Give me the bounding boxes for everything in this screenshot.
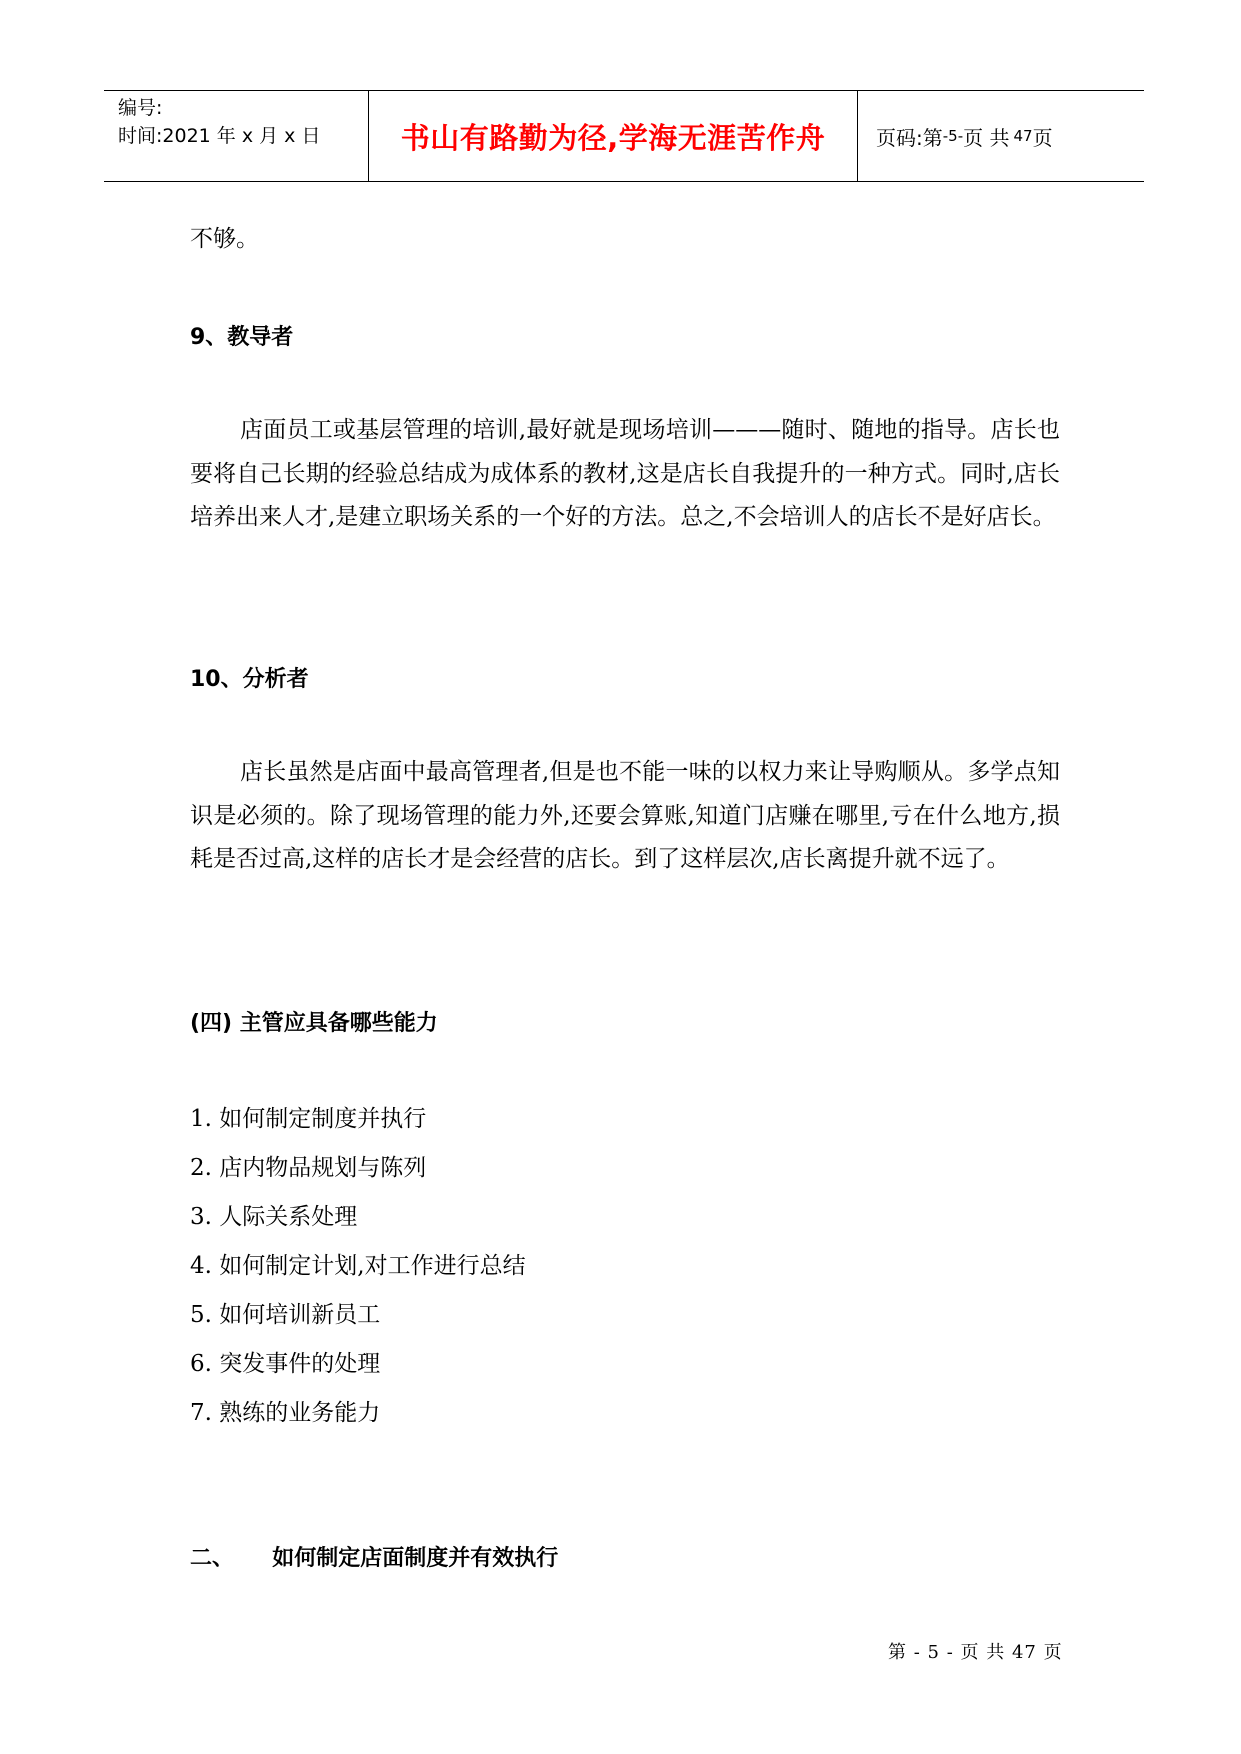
header-page-total: 47: [1013, 127, 1033, 145]
header-page-current: -5-: [942, 127, 964, 145]
section-4-heading: (四) 主管应具备哪些能力: [190, 1011, 438, 1036]
list-item: 5. 如何培训新员工: [190, 1302, 381, 1328]
section-9-heading: 9、教导者: [190, 325, 294, 350]
page-footer: 第 - 5 - 页 共 47 页: [888, 1642, 1063, 1663]
part-2-heading: 二、 如何制定店面制度并有效执行: [190, 1546, 559, 1571]
list-item: 3. 人际关系处理: [190, 1204, 358, 1230]
list-item: 2. 店内物品规划与陈列: [190, 1155, 427, 1181]
header-time-label: 时间:2021 年 x 月 x 日: [118, 125, 321, 147]
list-item: 1. 如何制定制度并执行: [190, 1106, 427, 1132]
page-header: [104, 90, 1144, 182]
section-10-heading: 10、分析者: [190, 667, 309, 692]
header-meta-cell: [104, 91, 369, 181]
section-9-paragraph: 店面员工或基层管理的培训,最好就是现场培训———随时、随地的指导。店长也要将自己长期的经验总结成为成体系的教材,这是店长自我提升的一种方式。同时,店长培养出来人才,是建立职场关系的一个好的方法。总之,不会培训人的店长不是好店长。: [190, 417, 1060, 531]
list-item: 4. 如何制定计划,对工作进行总结: [190, 1253, 526, 1279]
continuation-text: 不够。: [190, 226, 259, 252]
header-page-prefix: 页码:第: [876, 125, 943, 150]
header-page-middle: 页 共: [963, 125, 1010, 150]
section-10-paragraph: 店长虽然是店面中最高管理者,但是也不能一味的以权力来让导购顺从。多学点知识是必须的。除了现场管理的能力外,还要会算账,知道门店赚在哪里,亏在什么地方,损耗是否过高,这样的店长才是会经营的店长。到了这样层次,店长离提升就不远了。: [190, 759, 1060, 873]
header-page-cell: [858, 91, 1144, 181]
list-item: 6. 突发事件的处理: [190, 1351, 381, 1377]
header-motto: 书山有路勤为径,学海无涯苦作舟: [369, 91, 858, 181]
list-item: 7. 熟练的业务能力: [190, 1400, 381, 1426]
header-page-suffix: 页: [1032, 125, 1053, 150]
header-number-label: 编号:: [118, 97, 163, 119]
